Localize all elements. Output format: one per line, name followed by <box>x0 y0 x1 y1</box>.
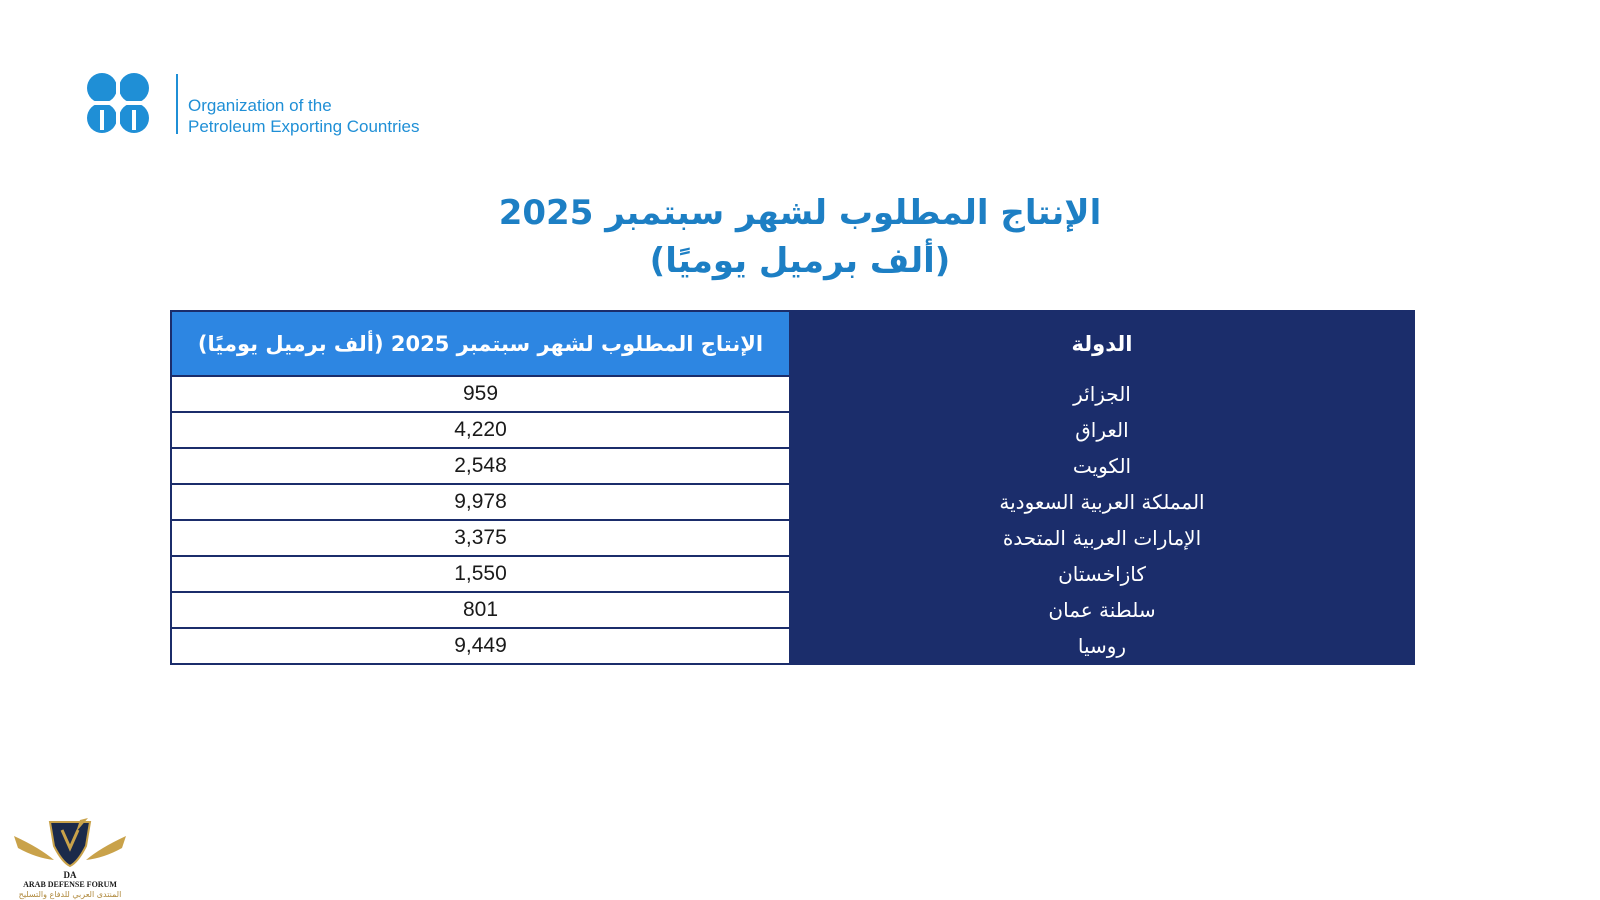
logo-text-line2: Petroleum Exporting Countries <box>188 117 420 136</box>
title-line1: الإنتاج المطلوب لشهر سبتمبر 2025 <box>498 193 1102 233</box>
watermark-badge: DA <box>63 870 77 880</box>
winged-shield-icon <box>10 818 130 880</box>
watermark-name-en: ARAB DEFENSE FORUM <box>23 880 117 889</box>
watermark-name-ar: المنتدى العربي للدفاع والتسليح <box>18 890 122 899</box>
logo-text-line1: Organization of the <box>188 96 332 115</box>
production-table <box>170 310 1415 665</box>
opec-emblem-icon <box>86 72 152 134</box>
page-title <box>0 190 1600 286</box>
header-production: الإنتاج المطلوب لشهر سبتمبر 2025 (ألف برميل يوميًا) <box>171 311 790 376</box>
table-row <box>171 556 1414 592</box>
production-cell: 4,220 <box>171 412 790 448</box>
production-cell: 959 <box>171 376 790 412</box>
table-row <box>171 484 1414 520</box>
country-cell: الكويت <box>790 448 1414 484</box>
country-cell: روسيا <box>790 628 1414 664</box>
table-row <box>171 520 1414 556</box>
table-row <box>171 412 1414 448</box>
production-cell: 2,548 <box>171 448 790 484</box>
table-row <box>171 628 1414 664</box>
production-cell: 1,550 <box>171 556 790 592</box>
logo-divider <box>176 74 178 134</box>
table-header-row <box>171 311 1414 376</box>
production-cell: 9,978 <box>171 484 790 520</box>
country-cell: الإمارات العربية المتحدة <box>790 520 1414 556</box>
country-cell: كازاخستان <box>790 556 1414 592</box>
production-cell: 801 <box>171 592 790 628</box>
production-cell: 9,449 <box>171 628 790 664</box>
production-cell: 3,375 <box>171 520 790 556</box>
arab-defense-forum-watermark <box>10 818 130 898</box>
country-cell: الجزائر <box>790 376 1414 412</box>
header-country: الدولة <box>790 311 1414 376</box>
country-cell: العراق <box>790 412 1414 448</box>
country-cell: سلطنة عمان <box>790 592 1414 628</box>
table-row <box>171 376 1414 412</box>
table-row <box>171 448 1414 484</box>
title-line2: (ألف برميل يوميًا) <box>649 241 951 281</box>
table-row <box>171 592 1414 628</box>
opec-logo <box>86 70 446 140</box>
country-cell: المملكة العربية السعودية <box>790 484 1414 520</box>
